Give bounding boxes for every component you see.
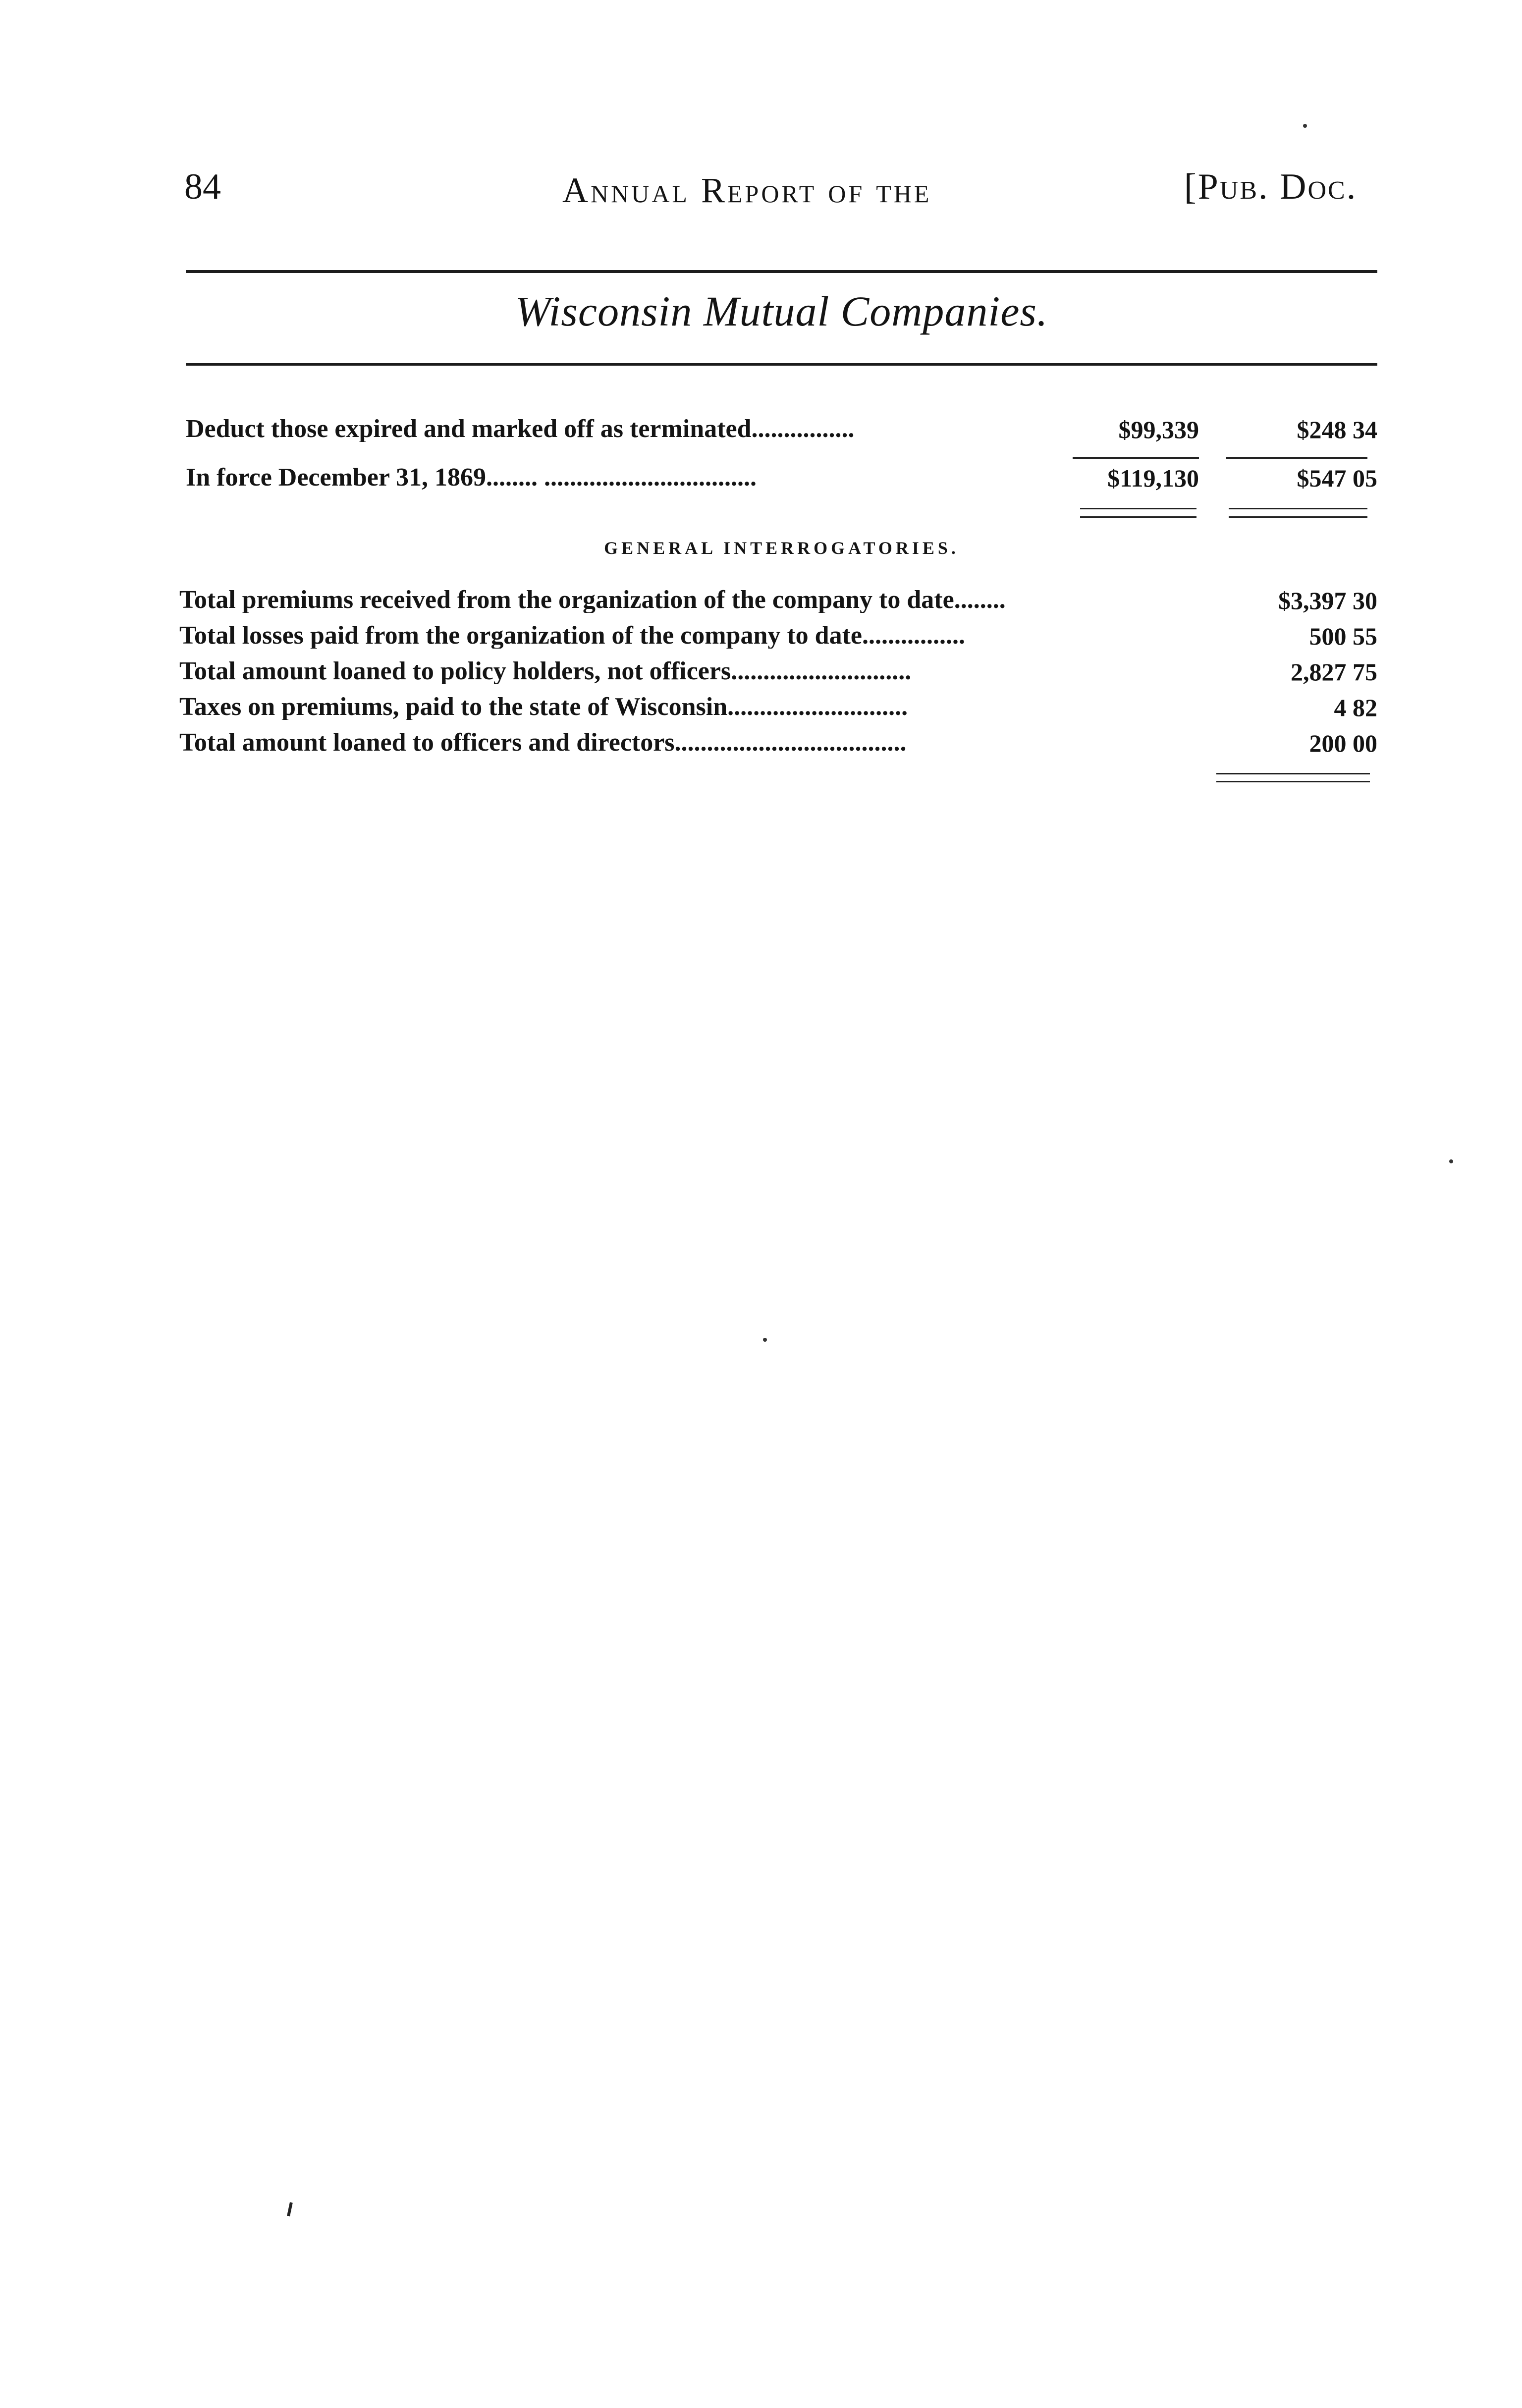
row-label: Deduct those expired and marked off as terminated................ [186,416,855,442]
subtotal-rule [1226,457,1367,459]
summary-row-in-force [186,465,1377,494]
final-double-rule [1216,781,1370,782]
final-double-rule [1216,773,1370,774]
interrogatory-value: 4 82 [1334,694,1377,721]
interrogatory-label: Total amount loaned to policy holders, not officers............................ [179,658,912,684]
scan-speck [1449,1159,1453,1163]
total-double-rule [1080,516,1196,518]
section-title-rule [186,363,1377,366]
interrogatory-label: Total losses paid from the organization of the company to date................ [179,623,965,649]
row-label: In force December 31, 1869........ ................................. [186,465,757,491]
total-double-rule [1229,508,1367,509]
total-double-rule [1080,508,1196,509]
page-number: 84 [184,166,221,207]
interrogatory-row [179,587,1377,617]
amount-insured-value: $119,130 [1107,464,1199,492]
interrogatory-value: 2,827 75 [1291,658,1377,686]
interrogatory-value: 200 00 [1309,729,1377,757]
premium-notes-value: $248 34 [1297,416,1377,443]
interrogatory-label: Total premiums received from the organization of the company to date........ [179,587,1006,613]
scan-speck [1303,124,1307,128]
interrogatory-row [179,658,1377,688]
section-title: Wisconsin Mutual Companies. [515,287,1048,335]
running-title: Annual Report of the [562,170,932,210]
interrogatory-value: 500 55 [1309,622,1377,650]
total-double-rule [1229,516,1367,518]
interrogatory-row [179,730,1377,760]
interrogatory-label: Total amount loaned to officers and directors.................................... [179,730,907,756]
amount-insured-value: $99,339 [1118,416,1199,443]
interrogatory-label: Taxes on premiums, paid to the state of Wisconsin............................ [179,694,908,720]
premium-notes-value: $547 05 [1297,464,1377,492]
scan-mark [287,2202,293,2217]
summary-row-terminated [186,416,1377,446]
subtotal-rule [1073,457,1199,459]
interrogatory-row [179,694,1377,724]
interrogatory-row [179,623,1377,653]
document-type-label: [Pub. Doc. [1184,166,1358,207]
interrogatory-value: $3,397 30 [1278,587,1377,614]
general-interrogatories-heading: GENERAL INTERROGATORIES. [604,538,959,558]
header-rule [186,270,1377,273]
scan-speck [763,1338,767,1342]
